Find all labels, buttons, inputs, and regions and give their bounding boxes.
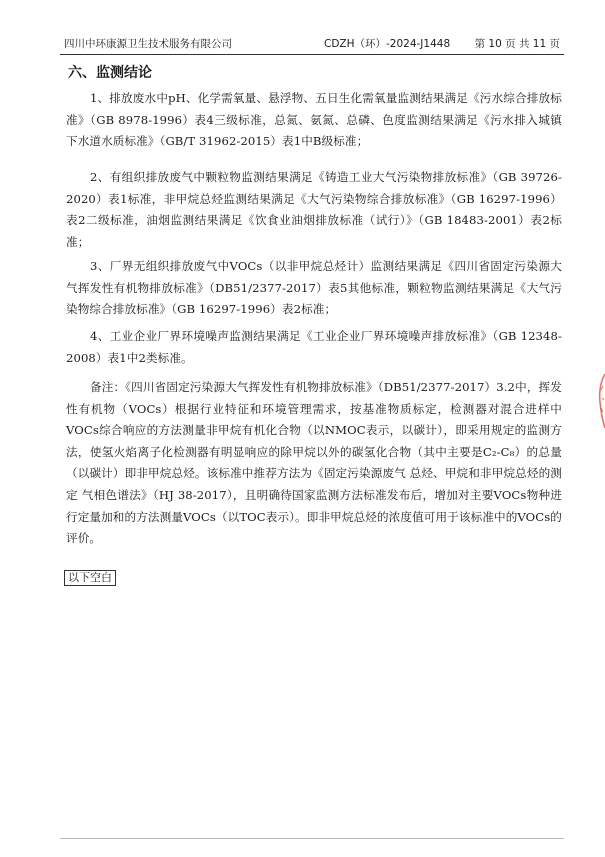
remark-paragraph: 备注：《四川省固定污染源大气挥发性有机物排放标准》（DB51/2377-2017）3.2中，挥发性有机物（VOCs）根据行业特征和环境管理需求，按基准物质标定，检测器对混合进样中VOCs综合响应的方法测量非甲烷有机化合物（以NMOC表示，以碳计），即采用规定的监测方法，使氢火焰离子化检测器有明显响应的除甲烷以外的碳氢化合物（其中主要是C₂-C₈）的总量（以碳计）即非甲烷总烃。该标准中推荐方法为《固定污染源废气 总烃、甲烷和非甲烷总烃的测定 气相色谱法》（HJ 38-2017），且明确待国家监测方法标准发布后，增加对主要VOCs物种进行定量加和的方法测量VOCs（以TOC表示）。即非甲烷总烃的浓度值可用于该标准中的VOCs的评价。 xyxy=(66,380,562,546)
header-page-number: 第 10 页 共 11 页 xyxy=(474,38,560,50)
header-company: 四川中环康源卫生技术服务有限公司 xyxy=(64,38,232,50)
end-of-content-marker: 以下空白 xyxy=(64,570,116,586)
section-title: 六、监测结论 xyxy=(68,65,152,81)
conclusion-paragraph-4: 4、工业企业厂界环境噪声监测结果满足《工业企业厂界环境噪声排放标准》（GB 12348-2008）表1中2类标准。 xyxy=(66,329,562,365)
conclusion-paragraph-1: 1、排放废水中pH、化学需氧量、悬浮物、五日生化需氧量监测结果满足《污水综合排放标准》（GB 8978-1996）表4三级标准，总氮、氨氮、总磷、色度监测结果满足《污水排入城镇下水道水质标准》（GB/T 31962-2015）表1中B级标准； xyxy=(66,91,562,149)
seal-stamp-fragment xyxy=(597,372,605,430)
header-divider xyxy=(60,54,564,55)
page-header xyxy=(62,36,562,52)
conclusion-paragraph-2: 2、有组织排放废气中颗粒物监测结果满足《铸造工业大气污染物排放标准》（GB 39726-2020）表1标准，非甲烷总烃监测结果满足《大气污染物综合排放标准》（GB 16297-1996）表2二级标准，油烟监测结果满足《饮食业油烟排放标准（试行）》（GB 18483-2001）表2标准； xyxy=(66,170,562,249)
conclusion-paragraph-3: 3、厂界无组织排放废气中VOCs（以非甲烷总烃计）监测结果满足《四川省固定污染源大气挥发性有机物排放标准》（DB51/2377-2017）表5其他标准，颗粒物监测结果满足《大气污染物综合排放标准》（GB 16297-1996）表2标准； xyxy=(66,259,562,317)
footer-divider xyxy=(60,838,564,839)
header-doc-number: CDZH（环）-2024-J1448 xyxy=(324,38,451,50)
